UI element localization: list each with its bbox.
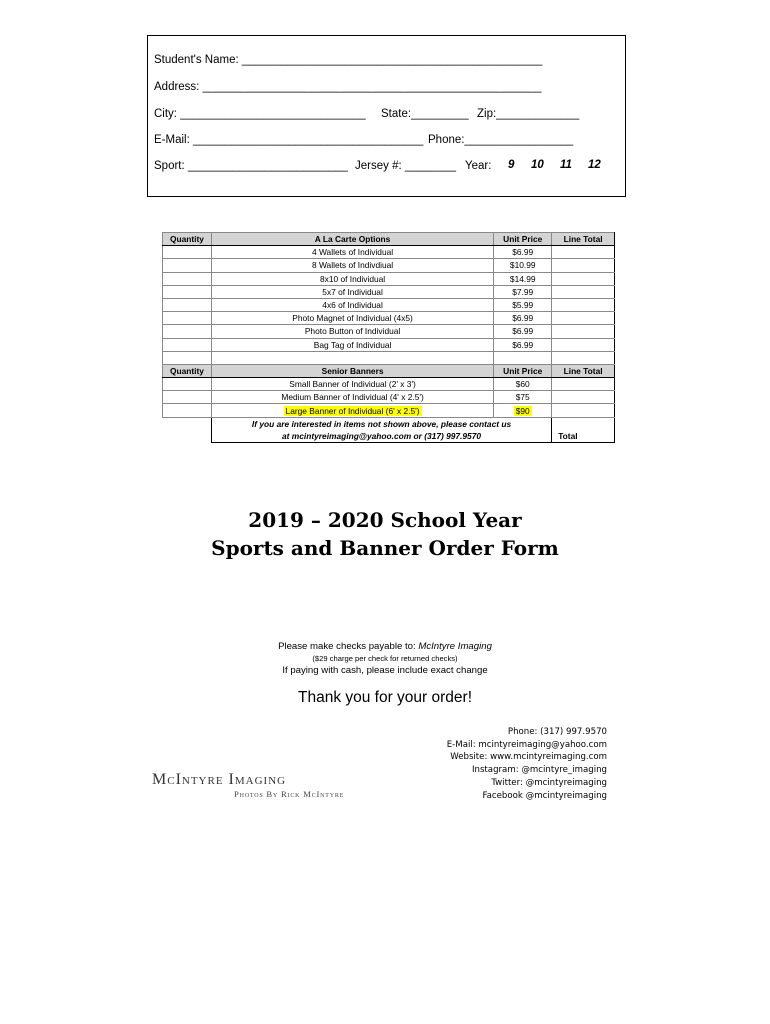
table-row	[163, 325, 615, 338]
line-total-cell[interactable]	[552, 285, 615, 298]
contact-email[interactable]: E-Mail: mcintyreimaging@yahoo.com	[446, 739, 607, 750]
table-row	[163, 404, 615, 417]
line-total-cell[interactable]	[552, 246, 615, 259]
company-logo: McIntyre Imaging	[152, 771, 287, 788]
item-name: Photo Magnet of Individual (4x5)	[211, 312, 493, 325]
table-row	[163, 391, 615, 404]
item-name: 5x7 of Individual	[211, 285, 493, 298]
item-price: $14.99	[494, 272, 552, 285]
grade-option-12[interactable]: 12	[588, 159, 601, 171]
table-row	[163, 285, 615, 298]
unit-price-header: Unit Price	[494, 233, 552, 246]
phone-field[interactable]: Phone:_________________	[428, 134, 574, 146]
contact-facebook: Facebook @mcintyreimaging	[482, 790, 607, 801]
table-row	[163, 246, 615, 259]
item-name: Bag Tag of Individual	[211, 338, 493, 351]
student-info-box	[147, 35, 626, 197]
contact-note-line1: If you are interested in items not shown above, please contact us	[251, 418, 512, 429]
banners-header: Senior Banners	[211, 364, 493, 377]
table-row	[163, 272, 615, 285]
order-table	[162, 232, 615, 443]
total-cell[interactable]: Total	[552, 417, 615, 442]
quantity-cell[interactable]	[163, 325, 212, 338]
ala-carte-header-row	[163, 233, 615, 246]
highlighted-item-name: Large Banner of Individual (6' x 2.5')	[285, 405, 420, 416]
checks-prefix: Please make checks payable to:	[278, 641, 419, 652]
page-subtitle: Sports and Banner Order Form	[211, 536, 559, 560]
item-price: $75	[494, 391, 552, 404]
quantity-header: Quantity	[163, 233, 212, 246]
page-title: 2019 – 2020 School Year	[248, 508, 522, 532]
contact-instagram: Instagram: @mcintyre_imaging	[471, 765, 607, 776]
item-price	[494, 404, 552, 417]
grade-option-11[interactable]: 11	[560, 159, 572, 171]
sport-field[interactable]: Sport: _________________________	[154, 160, 348, 172]
company-logo-tagline: Photos By Rick McIntyre	[234, 789, 345, 799]
jersey-field[interactable]: Jersey #: ________	[355, 160, 457, 172]
item-price: $6.99	[494, 312, 552, 325]
line-total-cell[interactable]	[552, 298, 615, 311]
item-name: 4 Wallets of Individual	[211, 246, 493, 259]
checks-payee: McIntyre Imaging	[418, 641, 492, 652]
contact-note-line2: at mcintyreimaging@yahoo.com or (317) 997.9570	[282, 430, 482, 441]
item-price: $6.99	[494, 325, 552, 338]
item-price: $60	[494, 378, 552, 391]
table-row	[163, 298, 615, 311]
quantity-cell[interactable]	[163, 246, 212, 259]
table-row	[163, 378, 615, 391]
line-total-cell[interactable]	[552, 391, 615, 404]
item-name: Small Banner of Individual (2' x 3')	[211, 378, 493, 391]
item-price: $10.99	[494, 259, 552, 272]
contact-info	[447, 726, 607, 802]
year-label: Year:	[465, 160, 492, 172]
quantity-cell[interactable]	[163, 404, 212, 417]
quantity-cell[interactable]	[163, 378, 212, 391]
cash-instruction: If paying with cash, please include exact change	[282, 665, 488, 676]
item-name: 8x10 of Individual	[211, 272, 493, 285]
line-total-cell[interactable]	[552, 378, 615, 391]
item-price: $6.99	[494, 338, 552, 351]
unit-price-header: Unit Price	[494, 364, 552, 377]
quantity-cell[interactable]	[163, 272, 212, 285]
table-row	[163, 259, 615, 272]
item-price: $5.99	[494, 298, 552, 311]
line-total-cell[interactable]	[552, 272, 615, 285]
item-price: $7.99	[494, 285, 552, 298]
quantity-cell[interactable]	[163, 312, 212, 325]
zip-field[interactable]: Zip:_____________	[477, 108, 580, 120]
contact-note	[211, 417, 551, 442]
quantity-header: Quantity	[163, 364, 212, 377]
item-name: 4x6 of Individual	[211, 298, 493, 311]
line-total-header: Line Total	[552, 364, 615, 377]
note-row	[163, 417, 615, 442]
line-total-cell[interactable]	[552, 338, 615, 351]
quantity-cell[interactable]	[163, 298, 212, 311]
email-field[interactable]: E-Mail: ____________________________________	[154, 134, 424, 146]
checks-payable-line	[0, 641, 770, 652]
contact-website[interactable]: Website: www.mcintyreimaging.com	[450, 752, 607, 763]
returned-check-charge: ($29 charge per check for returned checks)	[312, 654, 458, 663]
banners-header-row	[163, 364, 615, 377]
item-name	[211, 404, 493, 417]
line-total-header: Line Total	[552, 233, 615, 246]
item-name: 8 Wallets of Indivdiual	[211, 259, 493, 272]
table-row	[163, 338, 615, 351]
address-field[interactable]: Address: _____________________________________________________	[154, 81, 542, 93]
table-row	[163, 312, 615, 325]
line-total-cell[interactable]	[552, 312, 615, 325]
quantity-cell[interactable]	[163, 259, 212, 272]
item-name: Medium Banner of Individual (4' x 2.5')	[211, 391, 493, 404]
contact-phone: Phone: (317) 997.9570	[507, 727, 607, 737]
quantity-cell[interactable]	[163, 391, 212, 404]
grade-option-10[interactable]: 10	[531, 159, 544, 171]
line-total-cell[interactable]	[552, 325, 615, 338]
line-total-cell[interactable]	[552, 259, 615, 272]
student-name-field[interactable]: Student's Name: _______________________________________________	[154, 54, 543, 66]
grade-option-9[interactable]: 9	[508, 159, 515, 171]
spacer-row	[163, 351, 615, 364]
item-name: Photo Button of Individual	[211, 325, 493, 338]
highlighted-item-price: $90	[515, 405, 530, 416]
options-header: A La Carte Options	[211, 233, 493, 246]
state-field[interactable]: State:_________	[381, 108, 469, 120]
quantity-cell[interactable]	[163, 285, 212, 298]
quantity-cell[interactable]	[163, 338, 212, 351]
line-total-cell[interactable]	[552, 404, 615, 417]
thank-you-message: Thank you for your order!	[297, 689, 473, 706]
city-field[interactable]: City: _____________________________	[154, 108, 366, 120]
item-price: $6.99	[494, 246, 552, 259]
contact-twitter: Twitter: @mcintyreimaging	[491, 777, 607, 788]
